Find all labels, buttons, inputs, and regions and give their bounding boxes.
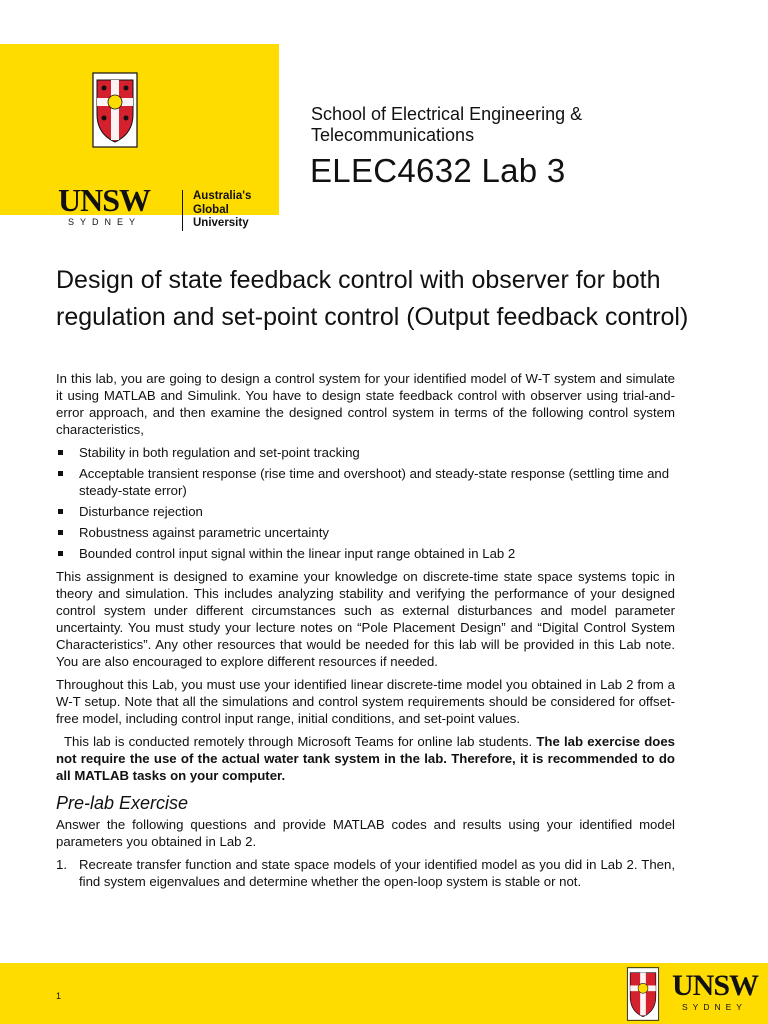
remote-paragraph: [56, 733, 675, 784]
tagline: [182, 190, 251, 231]
remote-bold-text: The lab exercise does not require the use of the actual water tank system in the lab. Therefore, it is recommended to do all MATLAB tasks on your computer.: [56, 734, 675, 783]
remote-text: This lab is conducted remotely through Microsoft Teams for online lab students.: [64, 734, 533, 749]
school-line: Telecommunications: [311, 125, 475, 145]
list-item: Robustness against parametric uncertainty: [56, 524, 675, 541]
prelab-heading: Pre-lab Exercise: [56, 793, 189, 813]
document-body: [56, 370, 675, 890]
school-line: School of Electrical Engineering &: [311, 104, 583, 124]
footer-bar: [0, 963, 768, 1024]
list-item: Stability in both regulation and set-point tracking: [56, 444, 675, 461]
unsw-wordmark: [672, 971, 758, 1013]
sydney-text: SYDNEY: [68, 217, 142, 227]
unsw-text: UNSW: [58, 182, 151, 218]
list-item: Disturbance rejection: [56, 503, 675, 520]
unsw-crest-icon: [92, 72, 138, 148]
unsw-wordmark: [58, 184, 150, 228]
page-number: 1: [56, 991, 62, 1001]
unsw-logo-block: [0, 44, 279, 229]
unsw-crest-icon: [626, 967, 660, 1021]
tagline-line: Australia's: [193, 190, 252, 202]
prelab-questions: [56, 856, 675, 890]
sydney-text: SYDNEY: [682, 1002, 747, 1012]
lab-title: ELEC4632 Lab 3: [310, 152, 566, 189]
question-number: 1.: [56, 857, 67, 872]
tagline-line: Global: [193, 203, 229, 216]
unsw-text: UNSW: [672, 969, 759, 1002]
list-item: Acceptable transient response (rise time and overshoot) and steady-state response (settling time and steady-state error): [56, 465, 675, 499]
question-text: Recreate transfer function and state space models of your identified model as you did in Lab 2. Then, find system eigenvalues and determine whether the open-loop system is stable or not.: [79, 857, 675, 889]
question-item: [56, 856, 675, 890]
characteristics-list: [56, 444, 675, 562]
document-title: Design of state feedback control with observer for both regulation and set-point control (Output feedback control): [56, 266, 689, 331]
tagline-line: University: [193, 217, 249, 229]
prelab-intro: Answer the following questions and provide MATLAB codes and results using your identified model parameters you obtained in Lab 2.: [56, 817, 675, 849]
assignment-paragraph: This assignment is designed to examine your knowledge on discrete-time state space systems topic in theory and simulation. This includes analyzing stability and verifying the performance of your designed control system under different circumstances such as external disturbances and model parameter uncertainty. You must study your lecture notes on “Pole Placement Design” and “Digital Control System Characteristics”. Any other resources that would be needed for this lab will be provided in this Lab note. You are also encouraged to explore different resources if needed.: [56, 569, 675, 669]
throughout-paragraph: Throughout this Lab, you must use your identified linear discrete-time model you obtained in Lab 2 from a W-T setup. Note that all the simulations and control system requirements should be considered for offset-free model, including control input range, initial conditions, and set-point values.: [56, 677, 675, 726]
list-item: Bounded control input signal within the linear input range obtained in Lab 2: [56, 545, 675, 562]
school-name: [311, 104, 582, 146]
intro-paragraph: In this lab, you are going to design a control system for your identified model of W-T system and simulate it using MATLAB and Simulink. You have to design state feedback control with observer using trial-and-error approach, and then examine the designed control system in terms of the following control system characteristics,: [56, 371, 675, 437]
